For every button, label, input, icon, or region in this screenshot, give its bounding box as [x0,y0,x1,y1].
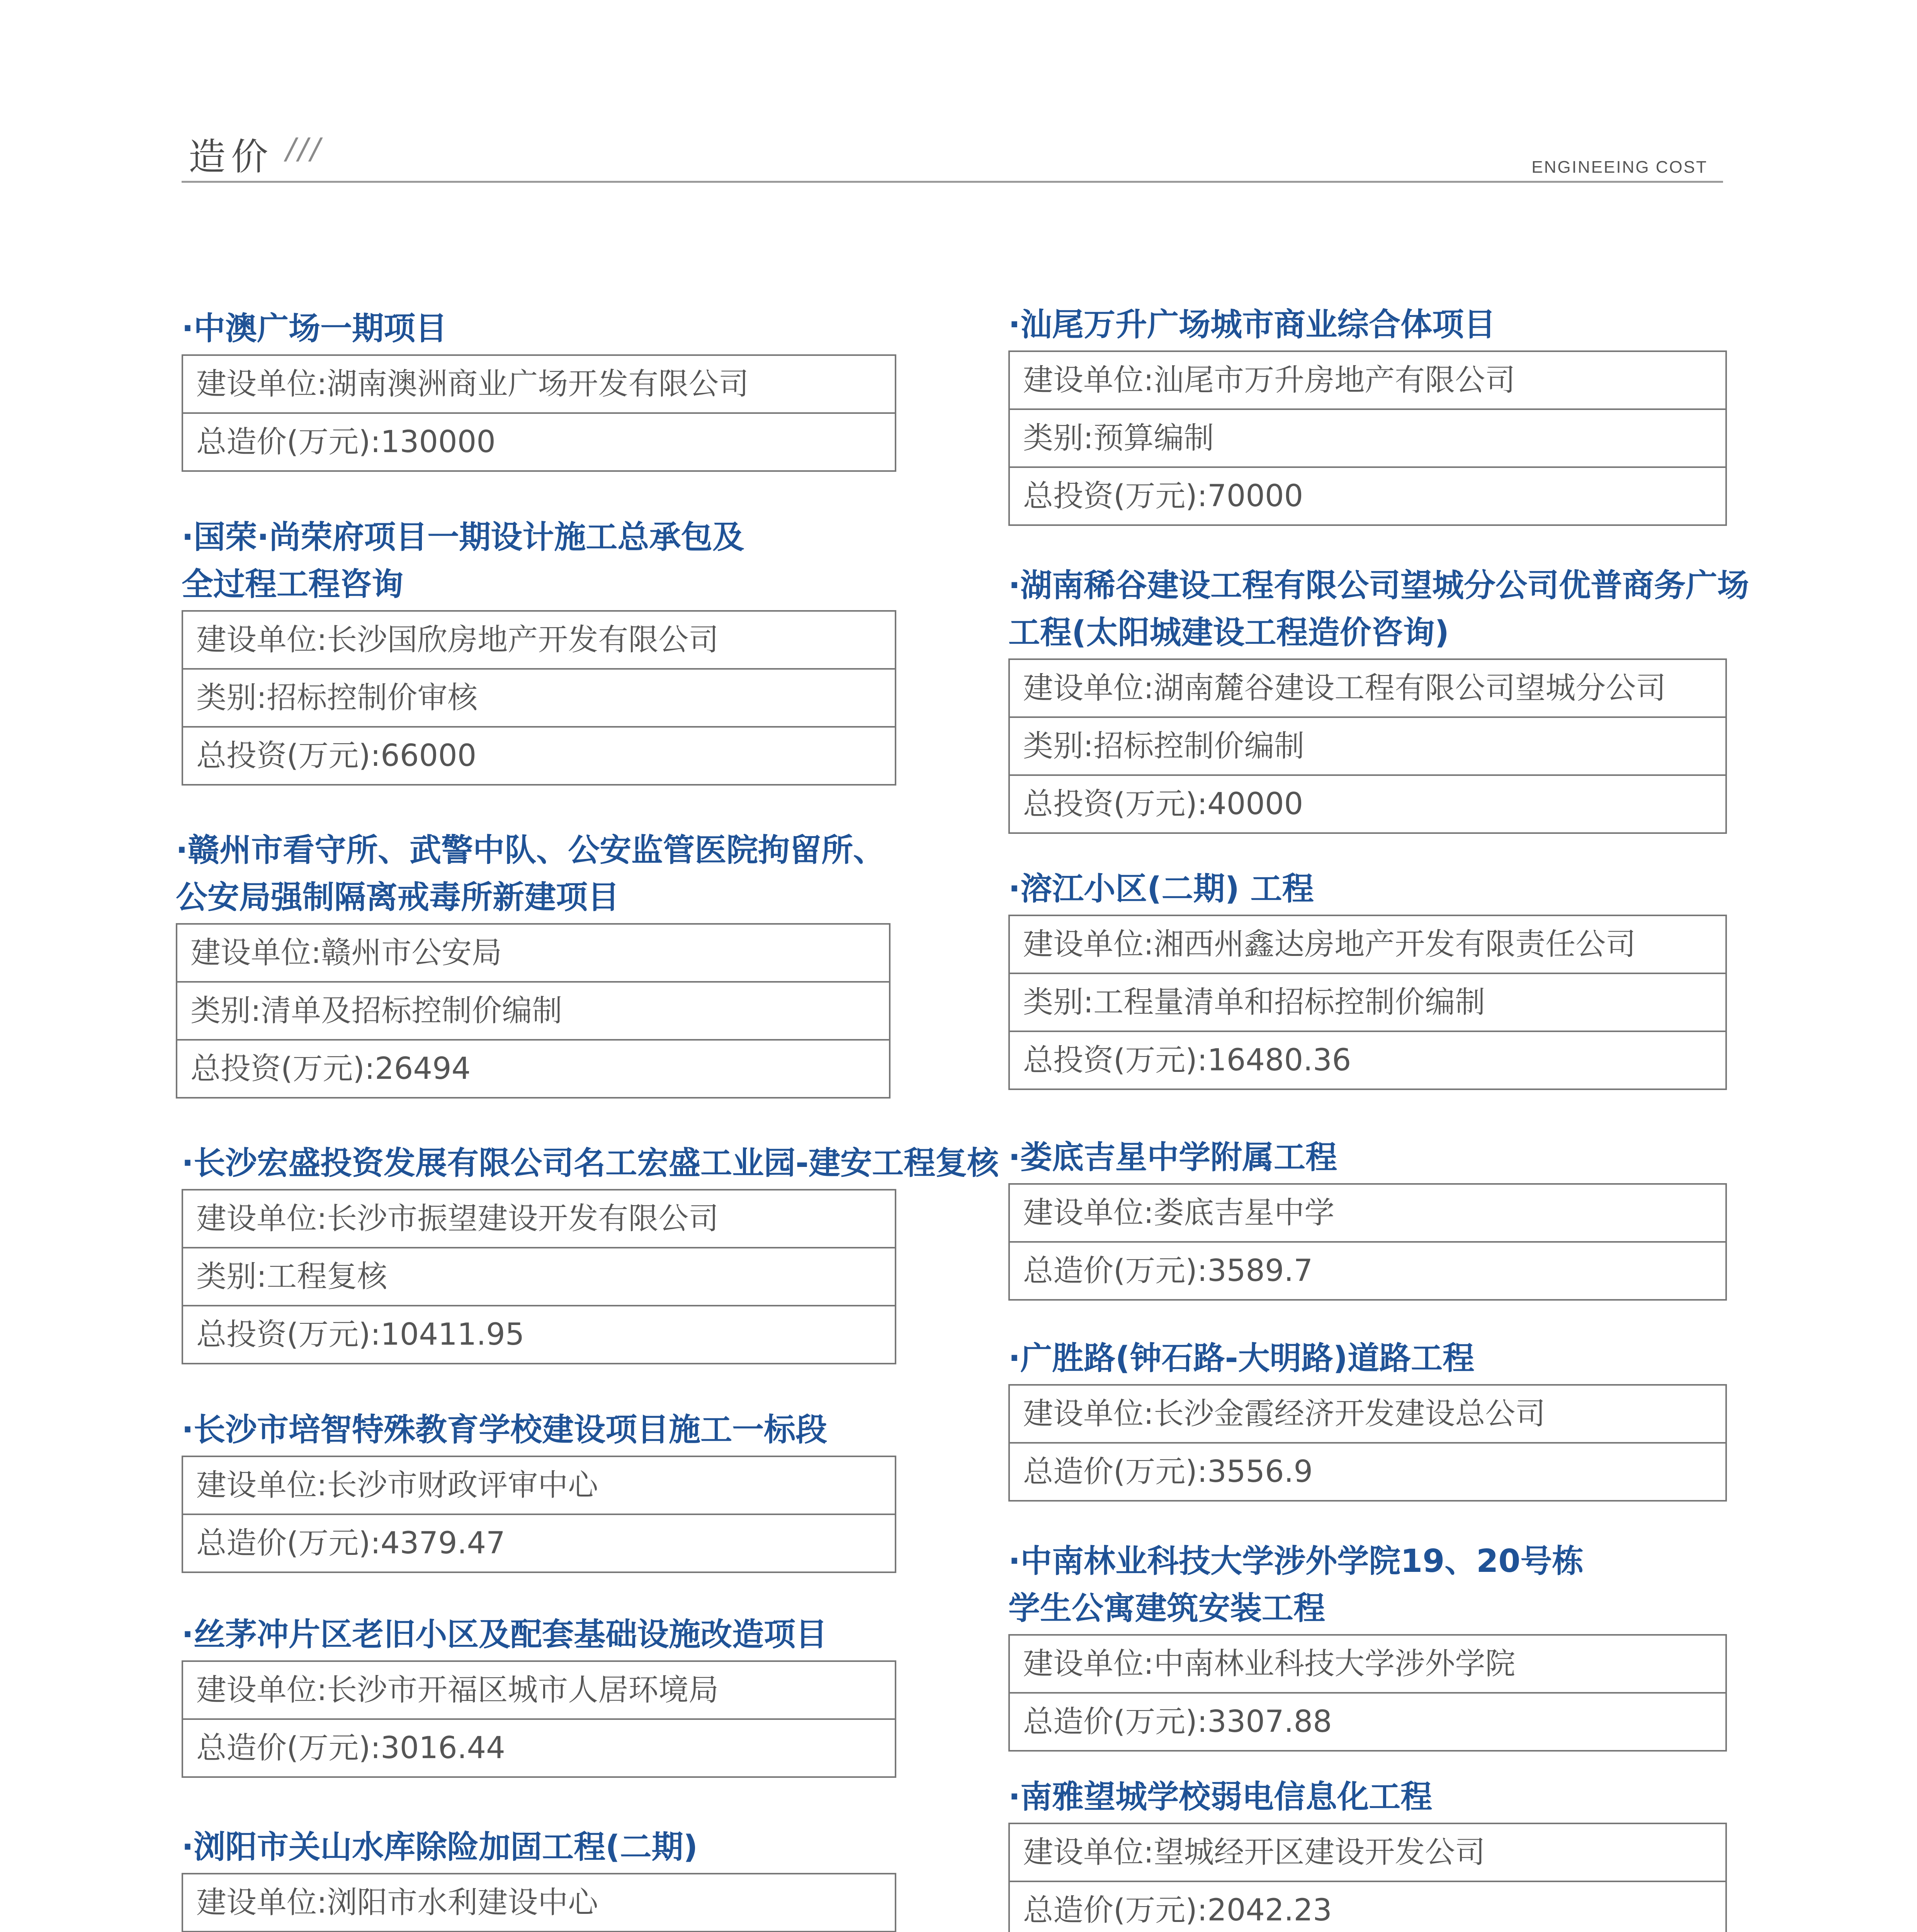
project-title: ·丝茅冲片区老旧小区及配套基础设施改造项目 [182,1616,828,1653]
page-header [182,116,1723,185]
info-label: 总投资(万元): [1023,1043,1208,1078]
info-value: 浏阳市水利建设中心 [327,1885,598,1920]
info-row [1010,1636,1725,1692]
project-title: ·长沙宏盛投资发展有限公司名工宏盛工业园-建安工程复核 [182,1145,999,1182]
project-title: 学生公寓建筑安装工程 [1008,1590,1326,1627]
project-card [182,516,896,786]
info-row [1010,1031,1725,1088]
project-info-table [1008,1183,1727,1301]
info-value: 工程复核 [267,1259,387,1294]
info-row [183,612,895,668]
info-value: 望城经开区建设开发公司 [1154,1835,1485,1870]
info-label: 类别: [190,993,261,1028]
project-info-table [176,923,891,1099]
info-row [1010,1241,1725,1299]
info-label: 建设单位: [1023,927,1154,962]
info-value: 工程量清单和招标控制价编制 [1093,985,1485,1020]
info-label: 总造价(万元): [1023,1454,1208,1489]
project-title: ·湖南稀谷建设工程有限公司望城分公司优普商务广场 [1008,567,1749,604]
header-divider [182,181,1723,183]
info-value: 3556.9 [1207,1454,1313,1489]
info-row [1010,1386,1725,1442]
project-info-table [182,1873,896,1932]
info-value: 4379.47 [381,1526,505,1561]
info-label: 总造价(万元): [196,425,381,459]
info-row [1010,660,1725,716]
info-row [1010,1881,1725,1932]
project-card [176,829,891,1099]
info-value: 长沙市财政评审中心 [327,1468,598,1503]
section-subtitle-en: ENGINEEING COST [1531,158,1708,177]
info-value: 10411.95 [381,1317,525,1352]
project-card [182,1826,896,1932]
project-title: ·国荣·尚荣府项目一期设计施工总承包及 [182,519,744,556]
project-card [182,307,896,472]
project-info-table [1008,1634,1727,1752]
info-value: 16480.36 [1207,1043,1351,1078]
project-info-table [1008,350,1727,526]
info-label: 总投资(万元): [190,1051,375,1086]
project-title: ·汕尾万升广场城市商业综合体项目 [1008,306,1496,343]
info-row [183,356,895,412]
info-value: 赣州市公安局 [321,935,502,970]
info-label: 建设单位: [196,367,327,401]
info-label: 建设单位: [1023,363,1154,398]
info-value: 汕尾市万升房地产有限公司 [1154,363,1516,398]
info-value: 3307.88 [1207,1704,1332,1739]
info-value: 66000 [381,738,477,773]
info-label: 类别: [1023,729,1094,764]
info-label: 类别: [1023,421,1094,456]
info-label: 建设单位: [1023,1396,1154,1431]
info-label: 建设单位: [196,1885,327,1920]
project-card [182,1142,999,1364]
info-label: 总造价(万元): [1023,1704,1208,1739]
info-row [1010,1185,1725,1241]
info-row [1010,1442,1725,1500]
project-title: ·长沙市培智特殊教育学校建设项目施工一标段 [182,1412,828,1448]
section-title: 造价 [189,135,274,179]
project-card [1008,867,1727,1090]
info-label: 建设单位: [1023,1835,1154,1870]
info-label: 建设单位: [196,622,327,657]
info-value: 70000 [1207,479,1303,514]
info-value: 长沙金霞经济开发建设总公司 [1154,1396,1546,1431]
info-value: 长沙市开福区城市人居环境局 [327,1673,719,1708]
info-row [1010,466,1725,524]
info-row [1010,774,1725,832]
info-label: 建设单位: [196,1468,327,1503]
info-label: 总造价(万元): [196,1731,381,1765]
info-label: 类别: [196,1259,267,1294]
info-row [1010,1824,1725,1881]
project-title: 工程(太阳城建设工程造价咨询) [1008,614,1449,651]
project-info-table [1008,658,1727,834]
info-value: 26494 [375,1051,471,1086]
info-row [177,925,889,981]
info-value: 长沙市振望建设开发有限公司 [327,1201,719,1236]
info-row [183,1190,895,1247]
info-label: 总造价(万元): [196,1526,381,1561]
project-title: 全过程工程咨询 [182,566,404,603]
info-value: 中南林业科技大学涉外学院 [1154,1646,1516,1681]
info-label: 建设单位: [190,935,321,970]
project-title: ·中南林业科技大学涉外学院19、20号栋 [1008,1543,1584,1580]
info-label: 总投资(万元): [1023,787,1208,821]
project-info-table [182,1189,896,1364]
info-value: 湖南麓谷建设工程有限公司望城分公司 [1154,671,1666,706]
info-label: 总投资(万元): [1023,479,1208,514]
info-row [1010,1692,1725,1750]
info-value: 预算编制 [1093,421,1214,456]
project-title: ·浏阳市关山水库除险加固工程(二期) [182,1829,698,1866]
project-card [1008,1540,1727,1752]
info-value: 湘西州鑫达房地产开发有限责任公司 [1154,927,1636,962]
project-card [182,1408,896,1573]
info-row [183,1874,895,1931]
info-value: 3589.7 [1207,1253,1313,1288]
info-value: 2042.23 [1207,1893,1332,1928]
info-label: 总投资(万元): [196,738,381,773]
info-row [1010,973,1725,1031]
info-value: 长沙国欣房地产开发有限公司 [327,622,719,657]
info-label: 建设单位: [1023,671,1154,706]
info-row [183,412,895,470]
project-title: ·赣州市看守所、武警中队、公安监管医院拘留所、 [176,832,885,869]
info-value: 招标控制价审核 [267,680,478,715]
info-row [1010,916,1725,973]
project-card [1008,1136,1727,1301]
project-title: ·溶江小区(二期) 工程 [1008,871,1314,907]
project-info-table [1008,915,1727,1090]
project-card [1008,303,1727,526]
info-row [1010,408,1725,466]
info-label: 建设单位: [196,1201,327,1236]
info-row [177,981,889,1039]
project-card [1008,564,1749,834]
info-value: 清单及招标控制价编制 [261,993,563,1028]
info-row [183,1247,895,1305]
info-label: 建设单位: [196,1673,327,1708]
project-info-table [182,610,896,786]
project-info-table [182,1660,896,1778]
info-row [1010,352,1725,408]
project-title: ·南雅望城学校弱电信息化工程 [1008,1779,1433,1815]
project-title: ·广胜路(钟石路-大明路)道路工程 [1008,1340,1475,1377]
info-label: 建设单位: [1023,1646,1154,1681]
info-value: 3016.44 [381,1731,505,1765]
project-card [182,1613,896,1778]
info-label: 类别: [1023,985,1094,1020]
project-info-table [1008,1384,1727,1502]
info-value: 130000 [381,425,496,459]
project-card [1008,1337,1727,1502]
project-title: ·娄底吉星中学附属工程 [1008,1139,1337,1176]
project-title: 公安局强制隔离戒毒所新建项目 [176,879,620,916]
info-row [1010,716,1725,774]
info-row [183,1514,895,1571]
info-label: 总造价(万元): [1023,1253,1208,1288]
project-info-table [182,354,896,472]
info-row [183,668,895,726]
project-card [1008,1776,1727,1932]
info-value: 湖南澳洲商业广场开发有限公司 [327,367,749,401]
info-value: 40000 [1207,787,1303,821]
project-info-table [182,1456,896,1573]
info-label: 类别: [196,680,267,715]
project-title: ·中澳广场一期项目 [182,310,447,347]
project-info-table [1008,1823,1727,1932]
info-value: 招标控制价编制 [1093,729,1305,764]
title-decoration: /// [286,131,323,166]
info-row [183,726,895,784]
info-row [177,1039,889,1097]
info-row [183,1718,895,1776]
info-label: 总投资(万元): [196,1317,381,1352]
info-label: 总造价(万元): [1023,1893,1208,1928]
info-value: 娄底吉星中学 [1154,1196,1335,1230]
info-row [183,1662,895,1718]
info-row [183,1457,895,1514]
info-label: 建设单位: [1023,1196,1154,1230]
info-row [183,1305,895,1363]
